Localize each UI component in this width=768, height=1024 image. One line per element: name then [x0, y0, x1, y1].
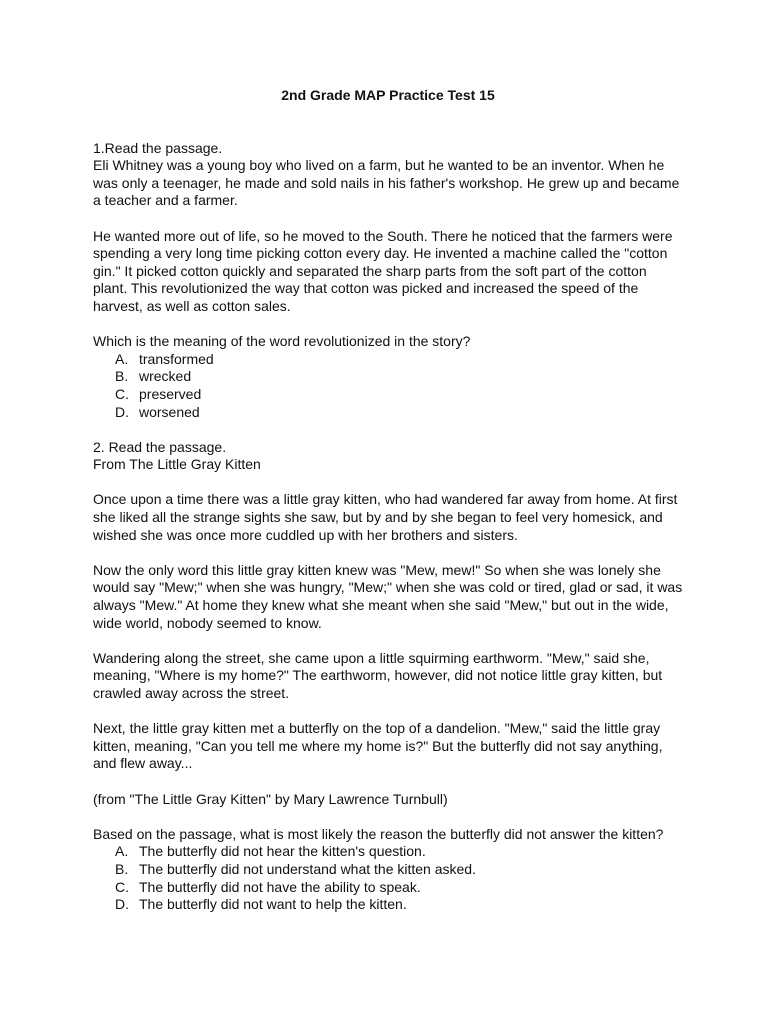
- option-letter: D.: [115, 896, 129, 913]
- question-1-heading: 1.Read the passage.: [93, 139, 223, 156]
- question-2-heading: 2. Read the passage.: [93, 438, 227, 455]
- option-text: The butterfly did not understand what the kitten asked.: [139, 860, 476, 877]
- option-text: The butterfly did not want to help the kitten.: [139, 896, 407, 913]
- option-letter: D.: [115, 403, 129, 420]
- option-letter: A.: [115, 350, 129, 367]
- spacer: [93, 773, 683, 791]
- document-body: [93, 87, 683, 914]
- question-1-options: [93, 351, 683, 421]
- question-2-passage-paragraph-2: Now the only word this little gray kitten knew was "Mew, mew!" So when she was lonely she would say "Mew;" when she was hungry, "Mew;" when she was cold or tired, glad or sad, it was always "Mew." At home they knew what she meant when she said "Mew," but out in the wide, wide world, nobody seemed to know.: [93, 561, 683, 631]
- option-text: The butterfly did not hear the kitten's question.: [139, 843, 426, 860]
- option-letter: A.: [115, 843, 129, 860]
- option-letter: C.: [115, 878, 129, 895]
- option-text: transformed: [139, 350, 214, 367]
- question-2-option-a: [93, 843, 683, 861]
- question-1-option-b: [93, 368, 683, 386]
- question-2-source-line: From The Little Gray Kitten: [93, 456, 261, 473]
- question-1-option-a: [93, 351, 683, 369]
- spacer: [93, 808, 683, 826]
- question-1-option-d: [93, 404, 683, 422]
- question-2-passage-paragraph-1: Once upon a time there was a little gray kitten, who had wandered far away from home. At first she liked all the strange sights she saw, but by and by she began to feel very homesick, and wished she was once more cuddled up with her brothers and sisters.: [93, 491, 678, 543]
- option-text: preserved: [139, 385, 202, 402]
- question-2-option-c: [93, 879, 683, 897]
- question-1-passage-paragraph-2: He wanted more out of life, so he moved to the South. There he noticed that the farmers were spending a very long time picking cotton every day. He invented a machine called the "cotton gin." It picked cotton quickly and separated the sharp parts from the soft part of the cotton plant. This revolutionized the way that cotton was picked and increased the speed of the harvest, as well as cotton sales.: [93, 227, 673, 314]
- question-2-options: [93, 843, 683, 913]
- question-1: [93, 140, 683, 422]
- spacer: [93, 703, 683, 721]
- option-letter: B.: [115, 860, 129, 877]
- question-1-passage-paragraph-1: Eli Whitney was a young boy who lived on a farm, but he wanted to be an inventor. When he was only a teenager, he made and sold nails in his father's workshop. He grew up and became a teacher and a farmer.: [93, 157, 680, 209]
- spacer: [93, 421, 683, 439]
- spacer: [93, 632, 683, 650]
- question-2: [93, 439, 683, 914]
- title-spacing: [93, 105, 683, 140]
- question-2-prompt: Based on the passage, what is most likely the reason the butterfly did not answer the kitten?: [93, 825, 664, 842]
- option-text: wrecked: [139, 368, 192, 385]
- question-1-prompt: Which is the meaning of the word revolutionized in the story?: [93, 333, 471, 350]
- question-2-citation: (from "The Little Gray Kitten" by Mary Lawrence Turnbull): [93, 790, 448, 807]
- question-2-passage-paragraph-3: Wandering along the street, she came upon a little squirming earthworm. "Mew," said she, meaning, "Where is my home?" The earthworm, however, did not notice little gray kitten, but crawled away across the street.: [93, 649, 663, 701]
- spacer: [93, 210, 683, 228]
- question-2-option-d: [93, 896, 683, 914]
- question-2-option-b: [93, 861, 683, 879]
- option-text: The butterfly did not have the ability to speak.: [139, 878, 421, 895]
- spacer: [93, 474, 683, 492]
- option-text: worsened: [139, 403, 200, 420]
- question-1-option-c: [93, 386, 683, 404]
- question-2-passage-paragraph-4: Next, the little gray kitten met a butterfly on the top of a dandelion. "Mew," said the little gray kitten, meaning, "Can you tell me where my home is?" But the butterfly did not say anything, and flew away...: [93, 720, 663, 772]
- spacer: [93, 316, 683, 334]
- option-letter: B.: [115, 368, 129, 385]
- option-letter: C.: [115, 385, 129, 402]
- page-title: 2nd Grade MAP Practice Test 15: [281, 87, 495, 103]
- spacer: [93, 544, 683, 562]
